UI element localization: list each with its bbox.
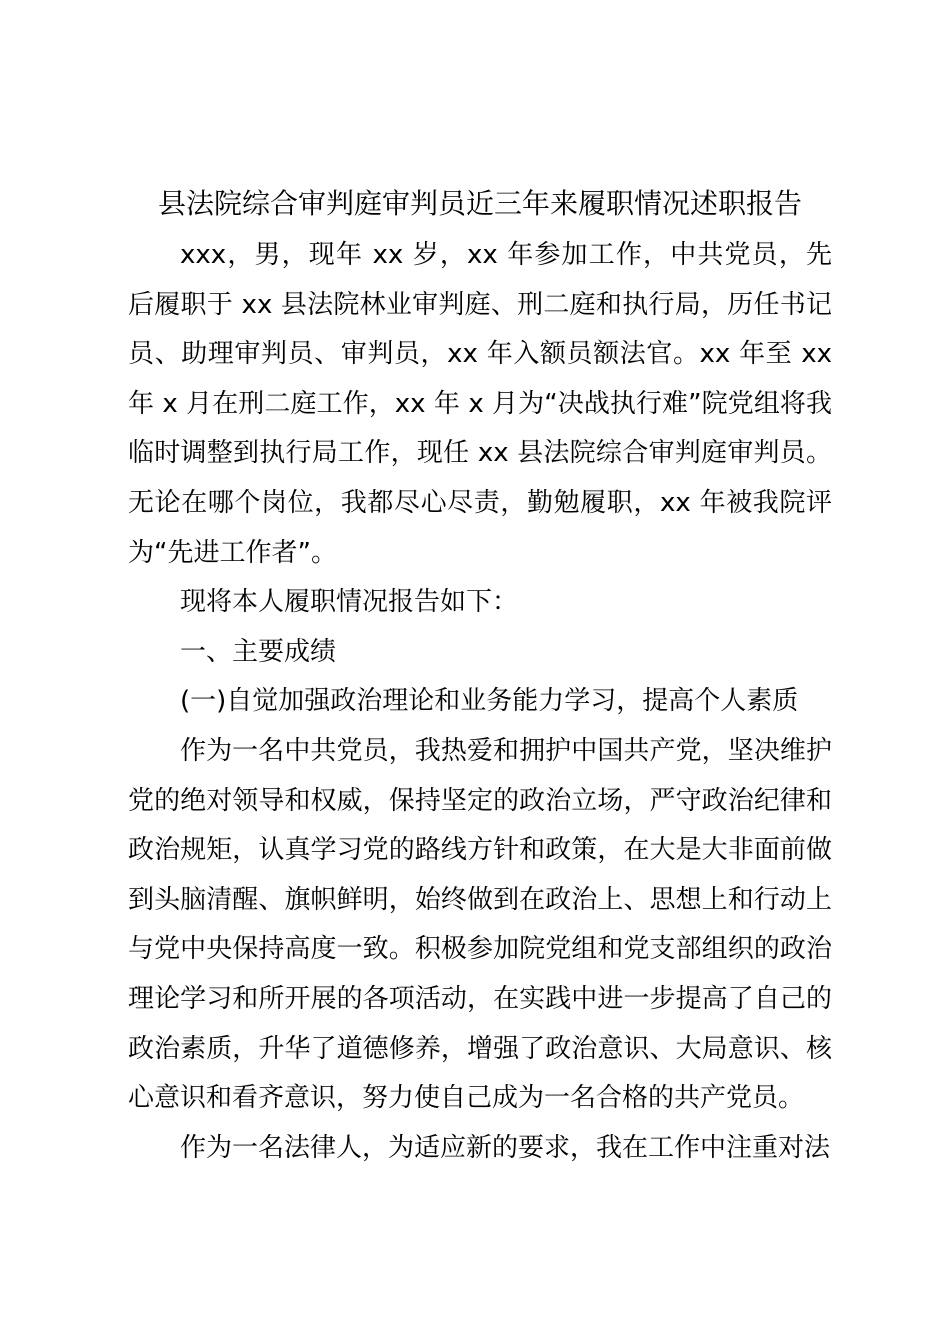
document-body bbox=[128, 231, 832, 1173]
paragraph-legal-professional: 作为一名法律人，为适应新的要求，我在工作中注重对法 bbox=[180, 1132, 831, 1163]
paragraph-party-member: 作为一名中共党员，我热爱和拥护中国共产党，坚决维护党的绝对领导和权威，保持坚定的政治立场，严守政治纪律和政治规矩，认真学习党的路线方针和政策，在大是大非面前做到头脑清醒、旗帜鲜明，始终做到在政治上、思想上和行动上与党中央保持高度一致。积极参加院党组和党支部组织的政治理论学习和所开展的各项活动，在实践中进一步提高了自己的政治素质，升华了道德修养，增强了政治意识、大局意识、核心意识和看齐意识，努力使自己成为一名合格的共产党员。 bbox=[128, 735, 832, 1114]
paragraph-intro: xxx，男，现年 xx 岁，xx 年参加工作，中共党员，先后履职于 xx 县法院林业审判庭、刑二庭和执行局，历任书记员、助理审判员、审判员，xx 年入额员额法官。xx 年至 xx 年 x 月在刑二庭工作，xx 年 x 月为“决战执行难”院党组将我临时调整到执行局工作，现任 xx 县法院综合审判庭审判员。无论在哪个岗位，我都尽心尽责，勤勉履职，xx 年被我院评为“先进工作者”。 bbox=[128, 240, 832, 568]
section-heading-main-achievements: 一、主要成绩 bbox=[180, 636, 337, 667]
paragraph-report-lead: 现将本人履职情况报告如下： bbox=[180, 587, 519, 618]
subsection-heading-study: (一)自觉加强政治理论和业务能力学习，提高个人素质 bbox=[180, 686, 799, 717]
document-title: 县法院综合审判庭审判员近三年来履职情况述职报告 bbox=[157, 187, 802, 220]
